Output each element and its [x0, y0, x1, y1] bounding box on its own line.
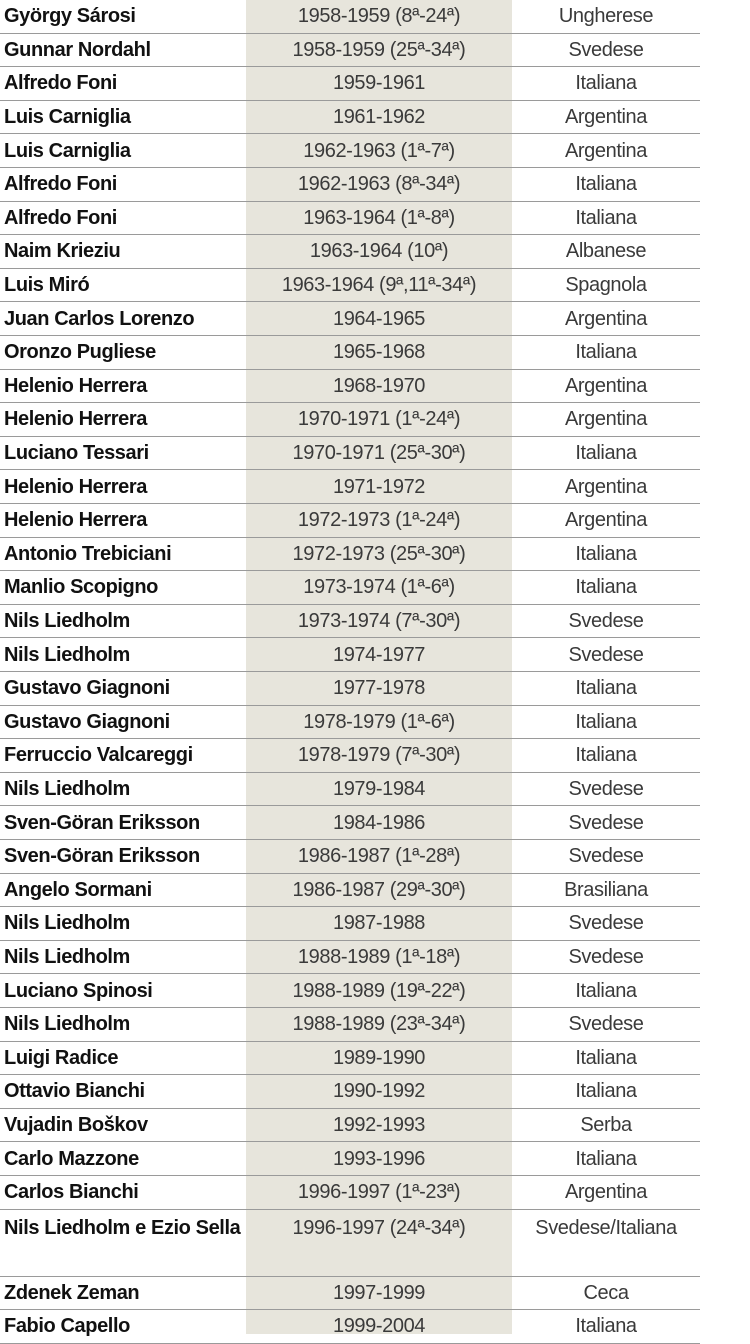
coach-nationality: Italiana [575, 72, 637, 95]
coach-period: 1997-1999 [332, 1281, 426, 1304]
coach-name: Gustavo Giagnoni [4, 677, 170, 700]
coach-nationality: Argentina [564, 408, 647, 431]
table-row [0, 370, 700, 404]
table-row [0, 437, 700, 471]
coach-name: Nils Liedholm [4, 610, 130, 633]
coach-period: 1979-1984 [332, 778, 426, 801]
coach-period: 1990-1992 [332, 1080, 426, 1103]
coach-nationality: Svedese [568, 778, 644, 801]
coach-period: 1989-1990 [332, 1046, 426, 1069]
coach-nationality: Argentina [564, 307, 647, 330]
coach-name: Sven-Göran Eriksson [4, 811, 200, 834]
coach-name: Nils Liedholm [4, 643, 130, 666]
coach-period: 1961-1962 [332, 106, 426, 129]
coach-nationality: Svedese [568, 912, 644, 935]
coach-name: Nils Liedholm [4, 946, 130, 969]
coach-period: 1974-1977 [332, 643, 426, 666]
coach-nationality: Italiana [575, 1046, 637, 1069]
coach-period: 1988-1989 (1ª-18ª) [297, 946, 461, 969]
coach-name: Antonio Trebiciani [4, 542, 172, 565]
coach-period: 1996-1997 (24ª-34ª) [292, 1216, 466, 1239]
table-row [0, 538, 700, 572]
coach-name: Nils Liedholm [4, 778, 130, 801]
coach-period: 1963-1964 (1ª-8ª) [303, 206, 455, 229]
table-row [0, 1310, 700, 1344]
coach-period: 1962-1963 (1ª-7ª) [303, 139, 455, 162]
table-row [0, 403, 700, 437]
coach-name: Alfredo Foni [4, 72, 117, 95]
table-row [0, 269, 700, 303]
coach-name: Manlio Scopigno [4, 576, 158, 599]
table-row [0, 1109, 700, 1143]
table-row [0, 739, 700, 773]
coach-name: Sven-Göran Eriksson [4, 845, 200, 868]
coach-nationality: Svedese [568, 1013, 644, 1036]
coach-name: Helenio Herrera [4, 408, 147, 431]
coach-period: 1988-1989 (19ª-22ª) [292, 979, 466, 1002]
coach-period: 1964-1965 [332, 307, 426, 330]
coach-name: Luciano Spinosi [4, 979, 153, 1002]
coach-nationality: Italiana [575, 979, 637, 1002]
table-row [0, 974, 700, 1008]
coach-period: 1958-1959 (8ª-24ª) [297, 5, 461, 28]
coach-name: Luigi Radice [4, 1046, 119, 1069]
coach-name: Alfredo Foni [4, 173, 117, 196]
table-row [0, 1142, 700, 1176]
table-row [0, 1210, 700, 1277]
coach-period: 1978-1979 (1ª-6ª) [303, 710, 455, 733]
coach-nationality: Italiana [575, 744, 637, 767]
coach-nationality: Argentina [564, 106, 647, 129]
table-row [0, 134, 700, 168]
coach-period: 1993-1996 [332, 1147, 426, 1170]
table-row [0, 672, 700, 706]
coach-nationality: Italiana [575, 1080, 637, 1103]
coach-period: 1984-1986 [332, 811, 426, 834]
coach-nationality: Svedese [568, 946, 644, 969]
table-row [0, 101, 700, 135]
coach-name: Nils Liedholm [4, 1013, 130, 1036]
coach-nationality: Italiana [575, 206, 637, 229]
table-row [0, 941, 700, 975]
coach-name: Gunnar Nordahl [4, 38, 151, 61]
coach-nationality: Albanese [565, 240, 647, 263]
coach-nationality: Svedese [568, 811, 644, 834]
coach-nationality: Svedese [568, 643, 644, 666]
coach-nationality: Italiana [575, 576, 637, 599]
coach-period: 1971-1972 [332, 475, 426, 498]
coach-name: Juan Carlos Lorenzo [4, 307, 195, 330]
coach-nationality: Italiana [575, 677, 637, 700]
coach-nationality: Argentina [564, 139, 647, 162]
table-row [0, 470, 700, 504]
table-row [0, 806, 700, 840]
coach-nationality: Argentina [564, 1181, 647, 1204]
table-row [0, 1075, 700, 1109]
coach-period: 1973-1974 (1ª-6ª) [303, 576, 455, 599]
coach-nationality: Italiana [575, 1147, 637, 1170]
coach-period: 1978-1979 (7ª-30ª) [297, 744, 461, 767]
coach-period: 1986-1987 (29ª-30ª) [292, 878, 466, 901]
coach-period: 1972-1973 (25ª-30ª) [292, 542, 466, 565]
coach-name: Ottavio Bianchi [4, 1080, 145, 1103]
table-row [0, 571, 700, 605]
coach-period: 1970-1971 (25ª-30ª) [292, 442, 466, 465]
coach-nationality: Italiana [575, 442, 637, 465]
coach-name: Gustavo Giagnoni [4, 710, 170, 733]
coach-period: 1987-1988 [332, 912, 426, 935]
table-row [0, 235, 700, 269]
table-row [0, 874, 700, 908]
coach-name: Ferruccio Valcareggi [4, 744, 193, 767]
coach-period: 1959-1961 [332, 72, 426, 95]
coach-nationality: Argentina [564, 374, 647, 397]
coach-name: Naim Krieziu [4, 240, 121, 263]
coach-period: 1986-1987 (1ª-28ª) [297, 845, 461, 868]
coach-nationality: Svedese [568, 610, 644, 633]
coach-name: Luis Carniglia [4, 106, 131, 129]
coach-name: Fabio Capello [4, 1315, 130, 1338]
coach-nationality: Serba [580, 1114, 632, 1137]
coach-nationality: Brasiliana [564, 878, 648, 901]
table-row [0, 336, 700, 370]
coach-name: Zdenek Zeman [4, 1281, 140, 1304]
coach-name: Luis Carniglia [4, 139, 131, 162]
coach-period: 1968-1970 [332, 374, 426, 397]
coach-nationality: Svedese/Italiana [535, 1216, 677, 1239]
table-row [0, 202, 700, 236]
table-row [0, 840, 700, 874]
coach-nationality: Svedese [568, 845, 644, 868]
coach-name: Alfredo Foni [4, 206, 117, 229]
coach-name: Carlos Bianchi [4, 1181, 139, 1204]
coach-name: Luciano Tessari [4, 442, 149, 465]
table-row [0, 34, 700, 68]
coach-period: 1970-1971 (1ª-24ª) [297, 408, 461, 431]
table-row [0, 168, 700, 202]
coach-period: 1963-1964 (9ª,11ª-34ª) [281, 274, 477, 297]
coach-period: 1992-1993 [332, 1114, 426, 1137]
coach-name: Nils Liedholm e Ezio Sella [4, 1216, 241, 1239]
coach-period: 1988-1989 (23ª-34ª) [292, 1013, 466, 1036]
coach-period: 1962-1963 (8ª-34ª) [297, 173, 461, 196]
table-row [0, 302, 700, 336]
coach-period: 1972-1973 (1ª-24ª) [297, 509, 461, 532]
coach-nationality: Italiana [575, 542, 637, 565]
table-row [0, 504, 700, 538]
coach-nationality: Spagnola [565, 274, 647, 297]
coach-period: 1977-1978 [332, 677, 426, 700]
coach-period: 1965-1968 [332, 341, 426, 364]
coach-name: Oronzo Pugliese [4, 341, 156, 364]
coach-nationality: Italiana [575, 173, 637, 196]
coach-name: Angelo Sormani [4, 878, 152, 901]
coach-period: 1973-1974 (7ª-30ª) [297, 610, 461, 633]
table-row [0, 638, 700, 672]
coach-name: Luis Miró [4, 274, 90, 297]
table-row [0, 1008, 700, 1042]
coach-period: 1958-1959 (25ª-34ª) [292, 38, 466, 61]
table-row [0, 0, 700, 34]
table-row [0, 706, 700, 740]
coach-name: Helenio Herrera [4, 374, 147, 397]
coach-nationality: Italiana [575, 1315, 637, 1338]
table-row [0, 1176, 700, 1210]
table-row [0, 67, 700, 101]
coach-nationality: Italiana [575, 341, 637, 364]
coach-name: Carlo Mazzone [4, 1147, 139, 1170]
coach-nationality: Ungherese [558, 5, 654, 28]
coach-nationality: Argentina [564, 475, 647, 498]
coach-name: Vujadin Boškov [4, 1114, 148, 1137]
coach-nationality: Ceca [583, 1281, 629, 1304]
coach-period: 1963-1964 (10ª) [309, 240, 449, 263]
table-row [0, 1042, 700, 1076]
coach-nationality: Argentina [564, 509, 647, 532]
coach-period: 1999-2004 [332, 1315, 426, 1338]
table-row [0, 1277, 700, 1311]
coach-name: Helenio Herrera [4, 475, 147, 498]
coach-nationality: Italiana [575, 710, 637, 733]
coach-period: 1996-1997 (1ª-23ª) [297, 1181, 461, 1204]
coach-name: Nils Liedholm [4, 912, 130, 935]
coach-nationality: Svedese [568, 38, 644, 61]
coach-name: Helenio Herrera [4, 509, 147, 532]
table-row [0, 907, 700, 941]
coach-name: György Sárosi [4, 5, 136, 28]
table-row [0, 773, 700, 807]
table-row [0, 605, 700, 639]
